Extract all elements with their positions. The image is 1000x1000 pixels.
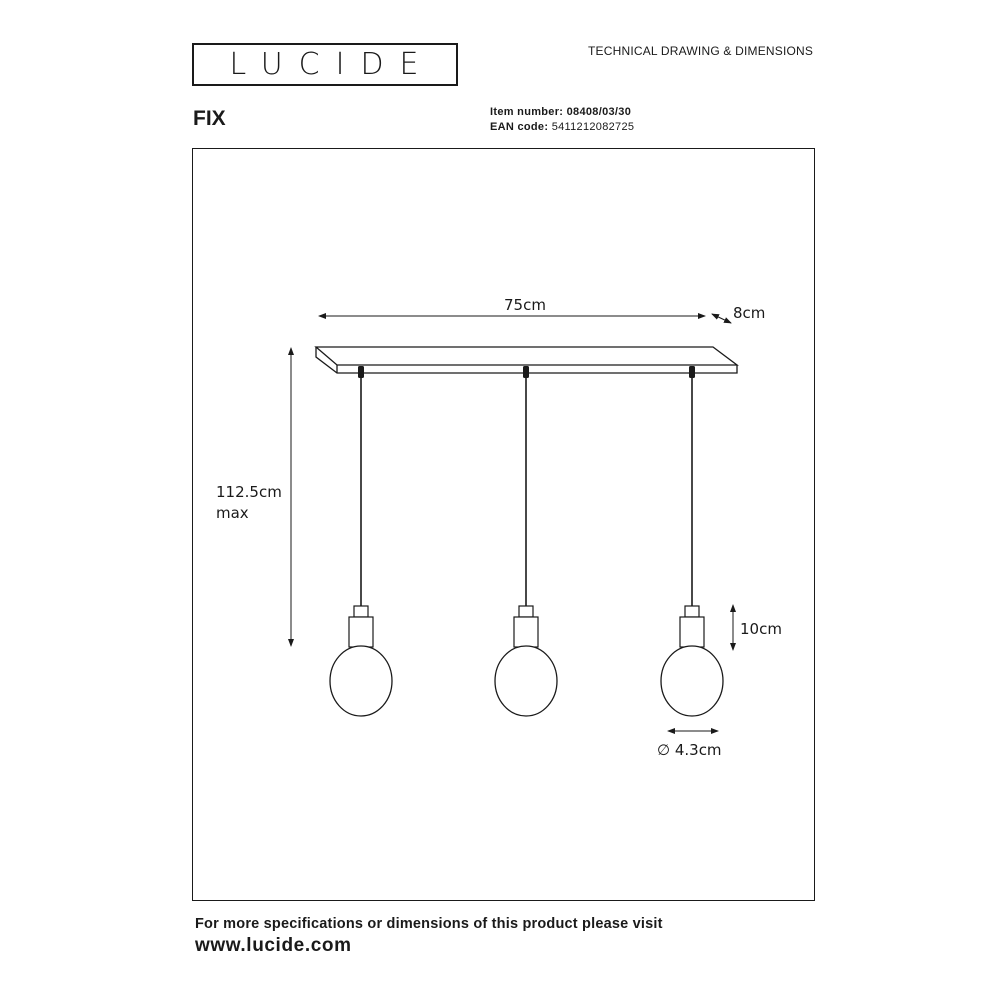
item-number-label: Item number: — [490, 106, 564, 118]
socket-cap — [354, 606, 368, 617]
socket-height-label: 10cm — [740, 620, 782, 638]
socket — [680, 617, 704, 647]
globe-bulb — [495, 646, 557, 716]
footer-note: For more specifications or dimensions of this product please visit — [195, 916, 663, 932]
ean-code-label: EAN code: — [490, 121, 549, 133]
depth-arrow — [712, 314, 731, 323]
cord-grip — [689, 366, 695, 378]
ean-code-value: 5411212082725 — [551, 121, 635, 133]
document-type: TECHNICAL DRAWING & DIMENSIONS — [588, 44, 814, 58]
height-dimension — [216, 348, 291, 646]
pendant-left — [330, 366, 392, 716]
cord-grip — [523, 366, 529, 378]
height-note: max — [216, 504, 249, 522]
socket — [514, 617, 538, 647]
socket-cap — [519, 606, 533, 617]
length-label: 75cm — [504, 296, 546, 314]
product-name: FIX — [193, 107, 226, 130]
cord-grip — [358, 366, 364, 378]
pendant-right — [661, 366, 723, 716]
diameter-label: ∅ 4.3cm — [657, 741, 722, 759]
length-dimension — [319, 296, 705, 316]
socket-cap — [685, 606, 699, 617]
depth-label: 8cm — [733, 304, 766, 322]
pendant-middle — [495, 366, 557, 716]
diameter-dimension — [657, 731, 722, 759]
depth-dimension — [712, 304, 765, 323]
item-number-value: 08408/03/30 — [566, 106, 632, 118]
logo-text: LUCIDE — [229, 47, 435, 82]
website-link[interactable]: www.lucide.com — [195, 935, 352, 956]
socket — [349, 617, 373, 647]
socket-height-dimension — [733, 605, 782, 650]
height-label: 112.5cm — [216, 483, 282, 501]
globe-bulb — [661, 646, 723, 716]
globe-bulb — [330, 646, 392, 716]
